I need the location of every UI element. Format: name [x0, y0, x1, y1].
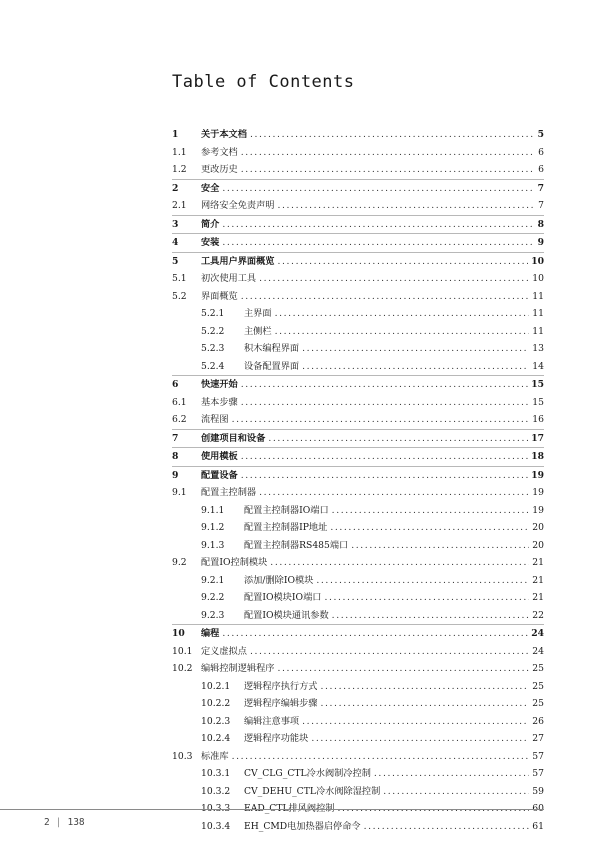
toc-entry[interactable]	[172, 358, 544, 376]
toc-entry-title: 积木编程界面	[244, 343, 300, 354]
toc-dot-leader	[241, 467, 528, 485]
toc-entry-page: 18	[531, 451, 544, 462]
toc-entry-body	[201, 448, 544, 466]
toc-entry-title: CV_DEHU_CTL冷水阀除湿控制	[244, 785, 381, 797]
toc-entry-number: 10.2.4	[201, 733, 231, 744]
toc-dot-leader	[324, 589, 529, 607]
toc-dot-leader	[250, 126, 535, 144]
toc-entry-number: 10.3.4	[201, 820, 231, 832]
toc-entry-body	[201, 660, 544, 678]
toc-entry-body	[244, 713, 544, 731]
toc-dot-leader	[250, 643, 529, 661]
toc-entry-title: 编辑控制逻辑程序	[201, 663, 275, 674]
toc-entry-page: 9	[537, 237, 544, 248]
toc-entry-page: 26	[532, 715, 544, 727]
toc-entry[interactable]	[172, 288, 544, 306]
toc-entry-page: 6	[538, 164, 544, 175]
toc-entry-title: 主侧栏	[244, 325, 272, 337]
toc-entry[interactable]	[172, 554, 544, 572]
toc-entry-page: 25	[532, 680, 544, 692]
toc-entry[interactable]	[172, 818, 544, 836]
toc-entry-page: 19	[532, 487, 544, 498]
toc-dot-leader	[232, 748, 530, 766]
toc-dot-leader	[278, 197, 536, 215]
footer-separator: |	[55, 817, 62, 828]
toc-entry-number: 1.1	[172, 146, 187, 158]
toc-entry[interactable]	[172, 252, 544, 271]
toc-dot-leader	[268, 430, 528, 448]
toc-dot-leader	[321, 695, 530, 713]
toc-entry[interactable]	[172, 537, 544, 555]
toc-entry-page: 15	[532, 396, 544, 408]
toc-entry-body	[201, 554, 544, 572]
toc-entry-number: 7	[172, 432, 179, 444]
toc-entry-page: 11	[532, 290, 544, 302]
toc-entry-body	[201, 484, 544, 502]
toc-entry-title: 配置主控制器IP地址	[244, 522, 328, 533]
toc-dot-leader	[241, 288, 530, 306]
toc-entry-title: 配置主控制器	[201, 487, 257, 498]
toc-entry-number: 5.2.2	[201, 325, 225, 337]
toc-entry-body	[201, 180, 544, 198]
toc-entry-number: 10.2.3	[201, 715, 231, 727]
toc-entry[interactable]	[172, 197, 544, 215]
toc-entry-title: 关于本文档	[201, 129, 247, 140]
toc-entry[interactable]	[172, 730, 544, 748]
toc-entry-page: 20	[532, 539, 544, 551]
toc-dot-leader	[364, 818, 530, 836]
toc-entry-body	[244, 305, 544, 323]
toc-entry[interactable]	[172, 607, 544, 625]
toc-entry-title: 设备配置界面	[244, 360, 300, 372]
toc-dot-leader	[241, 448, 528, 466]
toc-entry-title: 网络安全免责声明	[201, 200, 275, 211]
toc-entry-number: 6.2	[172, 414, 187, 425]
toc-entry-body	[244, 818, 544, 836]
toc-entry-title: 流程图	[201, 414, 229, 425]
toc-entry-body	[244, 730, 544, 748]
toc-dot-leader	[222, 625, 528, 643]
toc-entry-page: 14	[532, 360, 544, 372]
table-of-contents	[172, 126, 544, 835]
toc-entry-number: 5.2.1	[201, 308, 225, 319]
toc-dot-leader	[259, 484, 529, 502]
toc-entry[interactable]	[172, 466, 544, 485]
toc-entry-body	[201, 430, 544, 448]
toc-dot-leader	[259, 270, 529, 288]
toc-entry[interactable]	[172, 144, 544, 162]
toc-dot-leader	[222, 234, 534, 252]
toc-entry-title: EH_CMD电加热器启停命令	[244, 820, 361, 832]
toc-entry-title: 标准库	[201, 750, 229, 762]
toc-entry-page: 21	[532, 574, 544, 586]
toc-dot-leader	[275, 323, 530, 341]
toc-dot-leader	[241, 394, 530, 412]
toc-entry-title: 配置主控制器IO端口	[244, 504, 329, 516]
toc-dot-leader	[222, 216, 534, 234]
toc-entry-number: 9.1.1	[201, 504, 225, 516]
toc-entry-title: 安装	[201, 237, 220, 248]
toc-entry-number: 9.2.1	[201, 574, 225, 586]
toc-entry-title: 工具用户界面概览	[201, 255, 275, 267]
toc-entry-body	[244, 678, 544, 696]
toc-entry-number: 10.2	[172, 663, 193, 674]
toc-entry-body	[201, 625, 544, 643]
page-title: Table of Contents	[172, 72, 355, 92]
toc-entry-page: 11	[532, 308, 544, 319]
toc-entry-body	[244, 340, 544, 358]
toc-entry-title: 参考文档	[201, 146, 238, 158]
toc-entry[interactable]	[172, 429, 544, 448]
toc-entry[interactable]	[172, 323, 544, 341]
toc-entry-title: 使用模板	[201, 451, 238, 462]
toc-entry[interactable]	[172, 660, 544, 678]
toc-dot-leader	[278, 253, 529, 271]
toc-entry-page: 11	[532, 325, 544, 337]
toc-dot-leader	[330, 519, 529, 537]
toc-entry-page: 24	[531, 628, 544, 639]
toc-dot-leader	[302, 358, 529, 376]
toc-entry-number: 5	[172, 255, 179, 267]
toc-entry-number: 6	[172, 379, 179, 390]
toc-dot-leader	[351, 537, 529, 555]
total-page-count: 138	[67, 817, 85, 828]
toc-entry-title: 安全	[201, 182, 220, 194]
toc-dot-leader	[241, 376, 528, 394]
toc-entry-body	[201, 197, 544, 215]
toc-entry-number: 5.1	[172, 273, 187, 284]
toc-entry[interactable]	[172, 215, 544, 234]
toc-entry-body	[244, 537, 544, 555]
toc-entry-number: 10.2.1	[201, 680, 231, 692]
toc-entry-title: 基本步骤	[201, 396, 238, 408]
toc-entry-page: 19	[531, 469, 544, 481]
toc-entry-title: 定义虚拟点	[201, 645, 247, 657]
toc-entry[interactable]	[172, 678, 544, 696]
toc-entry[interactable]	[172, 233, 544, 252]
toc-entry-number: 6.1	[172, 396, 187, 408]
toc-entry-number: 10.2.2	[201, 698, 231, 709]
current-page-number: 2	[44, 817, 50, 828]
toc-entry-number: 10.1	[172, 645, 193, 657]
toc-entry-title: 快速开始	[201, 379, 238, 390]
toc-entry[interactable]	[172, 340, 544, 358]
toc-entry-body	[244, 695, 544, 713]
toc-entry-number: 5.2.4	[201, 360, 225, 372]
toc-entry-page: 7	[537, 182, 544, 194]
toc-entry[interactable]	[172, 411, 544, 429]
toc-entry-page: 6	[538, 146, 544, 158]
toc-dot-leader	[232, 411, 530, 429]
toc-entry-number: 10	[172, 628, 185, 639]
toc-entry-number: 2	[172, 182, 179, 194]
toc-entry[interactable]	[172, 502, 544, 520]
toc-entry-body	[244, 358, 544, 376]
toc-entry-body	[201, 234, 544, 252]
toc-entry[interactable]	[172, 305, 544, 323]
toc-entry-title: CV_CLG_CTL冷水阀制冷控制	[244, 768, 371, 779]
toc-entry-number: 8	[172, 451, 179, 462]
toc-entry-body	[244, 607, 544, 625]
toc-entry-page: 25	[532, 698, 544, 709]
toc-dot-leader	[311, 730, 529, 748]
toc-entry-page: 13	[532, 343, 544, 354]
toc-entry[interactable]	[172, 375, 544, 394]
toc-entry-number: 2.1	[172, 200, 187, 211]
toc-entry-number: 9.2.2	[201, 592, 225, 603]
toc-entry-page: 17	[531, 432, 544, 444]
toc-dot-leader	[332, 607, 530, 625]
toc-entry-page: 10	[532, 273, 544, 284]
toc-entry-title: 主界面	[244, 308, 272, 319]
toc-entry-page: 21	[532, 592, 544, 603]
toc-entry-title: 编辑注意事项	[244, 715, 300, 727]
toc-entry-title: 创建项目和设备	[201, 432, 266, 444]
toc-entry-number: 4	[172, 237, 179, 248]
toc-dot-leader	[316, 572, 529, 590]
toc-dot-leader	[278, 660, 530, 678]
toc-entry-number: 1.2	[172, 164, 187, 175]
toc-entry-body	[201, 126, 544, 144]
toc-entry-number: 10.3.2	[201, 785, 231, 797]
page-footer	[44, 817, 85, 828]
toc-entry-page: 5	[537, 129, 544, 140]
toc-entry-number: 9.1	[172, 487, 187, 498]
toc-entry-page: 16	[532, 414, 544, 425]
toc-entry-body	[244, 589, 544, 607]
toc-entry[interactable]	[172, 161, 544, 179]
toc-entry-page: 19	[532, 504, 544, 516]
toc-entry-body	[201, 161, 544, 179]
toc-entry-title: 配置设备	[201, 469, 238, 481]
toc-entry-body	[201, 748, 544, 766]
toc-entry-body	[201, 394, 544, 412]
toc-entry-page: 8	[537, 218, 544, 230]
toc-entry[interactable]	[172, 572, 544, 590]
toc-dot-leader	[374, 765, 529, 783]
toc-entry[interactable]	[172, 126, 544, 144]
toc-entry-number: 3	[172, 218, 179, 230]
toc-entry-number: 10.3.1	[201, 768, 231, 779]
toc-entry[interactable]	[172, 748, 544, 766]
toc-entry[interactable]	[172, 484, 544, 502]
toc-entry-body	[244, 572, 544, 590]
toc-entry-body	[201, 288, 544, 306]
toc-entry[interactable]	[172, 394, 544, 412]
toc-entry[interactable]	[172, 713, 544, 731]
toc-entry[interactable]	[172, 624, 544, 643]
toc-entry-title: 逻辑程序编辑步骤	[244, 698, 318, 709]
toc-entry-number: 5.2	[172, 290, 187, 302]
toc-entry[interactable]	[172, 179, 544, 198]
toc-dot-leader	[241, 161, 535, 179]
toc-entry-page: 15	[531, 379, 544, 390]
toc-entry-title: 配置IO控制模块	[201, 557, 268, 568]
toc-entry[interactable]	[172, 519, 544, 537]
toc-entry-page: 61	[532, 820, 544, 832]
toc-entry-number: 1	[172, 129, 179, 140]
toc-entry-title: 配置IO模块IO端口	[244, 592, 322, 603]
footer-divider	[0, 809, 544, 810]
toc-entry-body	[201, 144, 544, 162]
toc-entry[interactable]	[172, 643, 544, 661]
toc-entry-number: 9.2	[172, 557, 187, 568]
toc-entry-title: 逻辑程序功能块	[244, 733, 309, 744]
toc-entry[interactable]	[172, 270, 544, 288]
toc-entry-number: 9	[172, 469, 179, 481]
toc-entry-title: 编程	[201, 628, 220, 639]
toc-entry-page: 10	[531, 255, 544, 267]
toc-entry-title: 界面概览	[201, 290, 238, 302]
toc-entry-body	[244, 783, 544, 801]
toc-entry-body	[244, 519, 544, 537]
toc-entry-title: 更改历史	[201, 164, 238, 175]
toc-dot-leader	[332, 502, 530, 520]
toc-dot-leader	[302, 340, 529, 358]
toc-entry-page: 27	[532, 733, 544, 744]
toc-dot-leader	[275, 305, 530, 323]
toc-entry-number: 9.1.3	[201, 539, 225, 551]
toc-entry-title: 简介	[201, 218, 220, 230]
toc-entry-body	[201, 253, 544, 271]
toc-entry-body	[201, 467, 544, 485]
toc-entry-title: 初次使用工具	[201, 273, 257, 284]
toc-entry-body	[201, 376, 544, 394]
toc-entry-number: 10.3	[172, 750, 193, 762]
toc-entry-number: 5.2.3	[201, 343, 225, 354]
toc-entry-title: 添加/删除IO模块	[244, 574, 314, 586]
toc-entry[interactable]	[172, 447, 544, 466]
toc-entry-title: 配置IO模块通讯参数	[244, 609, 329, 621]
toc-entry-page: 20	[532, 522, 544, 533]
toc-entry-body	[244, 502, 544, 520]
toc-entry-body	[201, 643, 544, 661]
toc-dot-leader	[302, 713, 529, 731]
toc-entry-body	[244, 323, 544, 341]
toc-entry-page: 7	[538, 200, 544, 211]
toc-entry-page: 24	[532, 645, 544, 657]
toc-dot-leader	[321, 678, 530, 696]
toc-entry-title: 配置主控制器RS485端口	[244, 539, 349, 551]
toc-dot-leader	[270, 554, 529, 572]
toc-entry-title: 逻辑程序执行方式	[244, 680, 318, 692]
toc-entry-page: 25	[532, 663, 544, 674]
toc-entry-page: 21	[532, 557, 544, 568]
toc-dot-leader	[383, 783, 529, 801]
toc-dot-leader	[222, 180, 534, 198]
toc-entry-page: 57	[532, 768, 544, 779]
toc-entry-body	[201, 216, 544, 234]
toc-entry-number: 9.1.2	[201, 522, 225, 533]
toc-entry[interactable]	[172, 589, 544, 607]
toc-dot-leader	[241, 144, 535, 162]
toc-entry-body	[201, 411, 544, 429]
toc-entry[interactable]	[172, 695, 544, 713]
toc-entry[interactable]	[172, 765, 544, 783]
toc-entry-number: 9.2.3	[201, 609, 225, 621]
toc-entry-page: 22	[532, 609, 544, 621]
toc-entry[interactable]	[172, 783, 544, 801]
toc-entry-body	[201, 270, 544, 288]
toc-entry-body	[244, 765, 544, 783]
toc-entry-page: 59	[532, 785, 544, 797]
toc-entry-page: 57	[532, 750, 544, 762]
